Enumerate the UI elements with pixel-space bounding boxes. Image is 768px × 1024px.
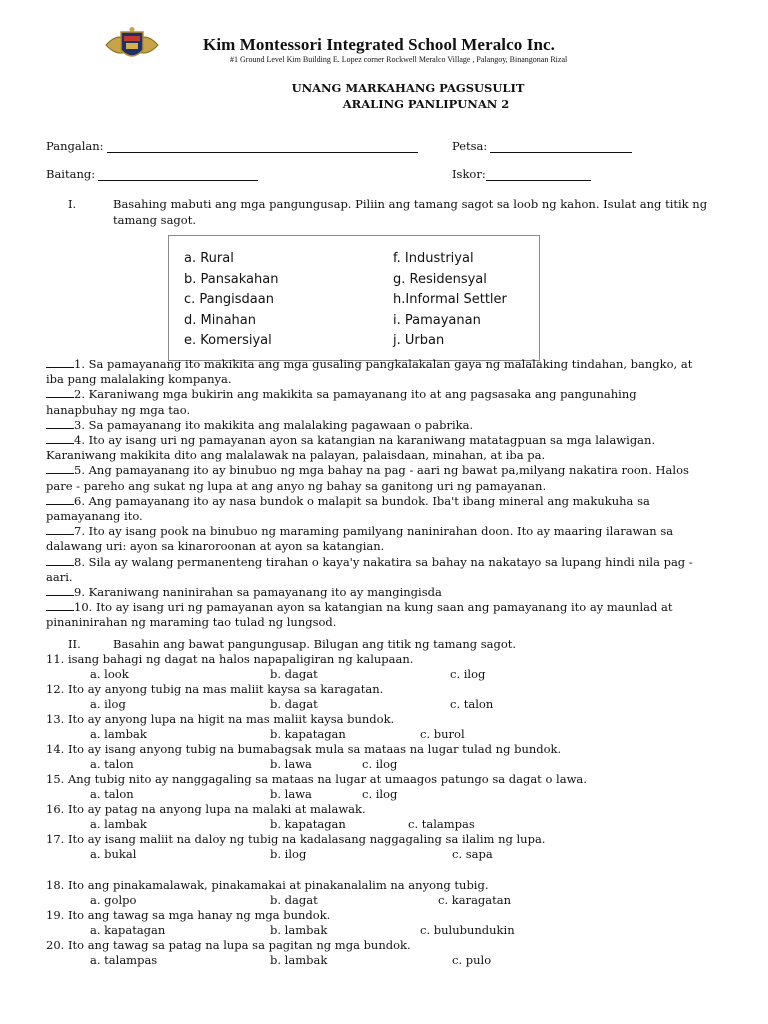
question-15: 15. Ang tubig nito ay nanggagaling sa mataas na lugar at umaagos patungo sa dagat o lawa. <box>46 772 587 786</box>
choice-e: e. Komersiyal <box>184 333 272 348</box>
choice-i: i. Pamayanan <box>393 313 481 328</box>
option-c[interactable]: c. pulo <box>452 953 492 967</box>
grade-label: Baitang: <box>46 167 96 181</box>
question-11: 11. isang bahagi ng dagat na halos napapaligiran ng kalupaan. <box>46 652 414 666</box>
choice-j: j. Urban <box>393 333 445 348</box>
part2-instruction: Basahin ang bawat pangungusap. Bilugan ang titik ng tamang sagot. <box>113 637 517 651</box>
option-a[interactable]: a. lambak <box>90 817 147 831</box>
part1-instruction <box>113 196 707 228</box>
option-c[interactable]: c. talon <box>450 697 494 711</box>
exam-title: UNANG MARKAHANG PAGSUSULIT <box>291 81 525 95</box>
option-a[interactable]: a. talon <box>90 757 134 771</box>
question-20: 20. Ito ang tawag sa patag na lupa sa pagitan ng mga bundok. <box>46 938 411 952</box>
option-c[interactable]: c. burol <box>420 727 465 741</box>
option-a[interactable]: a. golpo <box>90 893 137 907</box>
question-13: 13. Ito ay anyong lupa na higit na mas maliit kaysa bundok. <box>46 712 395 726</box>
option-b[interactable]: b. dagat <box>270 893 318 907</box>
option-b[interactable]: b. lawa <box>270 757 312 771</box>
answer-blank[interactable] <box>46 555 74 566</box>
question-2: 2. Karaniwang mga bukirin ang makikita sa pamayanang ito at ang pagsasaka ang pangunahing hanapbuhay ng mga tao. <box>46 387 637 417</box>
choice-f: f. Industriyal <box>393 251 474 266</box>
option-a[interactable]: a. kapatagan <box>90 923 166 937</box>
choice-d: d. Minahan <box>184 313 256 328</box>
date-field[interactable] <box>452 139 632 153</box>
question-10: 10. Ito ay isang uri ng pamayanan ayon sa katangian na kung saan ang pamayanang ito ay maunlad at pinaninirahan ng maraming tao tulad ng lungsod. <box>46 600 673 630</box>
question-5: 5. Ang pamayanang ito ay binubuo ng mga bahay na pag - aari ng bawat pa,milyang nakatira roon. Halos pare - pareho ang sukat ng lupa at ang anyo ng bahay sa ganitong uri ng pamayanan. <box>46 463 689 493</box>
option-b[interactable]: b. dagat <box>270 697 318 711</box>
part1-numeral: I. <box>68 197 77 211</box>
grade-input-line[interactable] <box>98 169 258 181</box>
part1-instruction-line1: Basahing mabuti ang mga pangungusap. Piliin ang tamang sagot sa loob ng kahon. Isulat ang titik ng <box>113 197 708 211</box>
option-a[interactable]: a. talampas <box>90 953 158 967</box>
score-label: Iskor: <box>452 167 486 181</box>
score-field[interactable] <box>452 167 591 181</box>
choices-box <box>168 235 540 361</box>
option-c[interactable]: c. bulubundukin <box>420 923 515 937</box>
option-b[interactable]: b. dagat <box>270 667 318 681</box>
score-input-line[interactable] <box>486 169 591 181</box>
option-a[interactable]: a. bukal <box>90 847 137 861</box>
option-a[interactable]: a. lambak <box>90 727 147 741</box>
option-b[interactable]: b. lawa <box>270 787 312 801</box>
choice-h: h.Informal Settler <box>393 292 507 307</box>
question-19: 19. Ito ang tawag sa mga hanay ng mga bundok. <box>46 908 331 922</box>
school-crest-icon <box>104 26 160 64</box>
option-b[interactable]: b. kapatagan <box>270 817 346 831</box>
question-4: 4. Ito ay isang uri ng pamayanan ayon sa katangian na karaniwang matatagpuan sa mga lalawigan. Karaniwang makikita dito ang malalawak na palayan, palaisdaan, minahan, at iba pa. <box>46 433 656 463</box>
choice-c: c. Pangisdaan <box>184 292 274 307</box>
grade-field[interactable] <box>46 167 258 181</box>
answer-blank[interactable] <box>46 524 74 535</box>
question-14: 14. Ito ay isang anyong tubig na bumabagsak mula sa mataas na lugar tulad ng bundok. <box>46 742 562 756</box>
question-16: 16. Ito ay patag na anyong lupa na malaki at malawak. <box>46 802 366 816</box>
option-b[interactable]: b. ilog <box>270 847 307 861</box>
answer-blank[interactable] <box>46 357 74 368</box>
option-a[interactable]: a. look <box>90 667 129 681</box>
question-17: 17. Ito ay isang maliit na daloy ng tubig na kadalasang naggagaling sa ilalim ng lupa. <box>46 832 546 846</box>
option-c[interactable]: c. karagatan <box>438 893 512 907</box>
answer-blank[interactable] <box>46 433 74 444</box>
choice-a: a. Rural <box>184 251 234 266</box>
option-c[interactable]: c. sapa <box>452 847 493 861</box>
date-label: Petsa: <box>452 139 488 153</box>
option-a[interactable]: a. ilog <box>90 697 126 711</box>
question-1: 1. Sa pamayanang ito makikita ang mga gusaling pangkalakalan gaya ng malalaking tindahan, bangko, at iba pang malalaking kompanya. <box>46 357 693 387</box>
school-name: Kim Montessori Integrated School Meralco Inc. <box>203 35 555 54</box>
question-8: 8. Sila ay walang permanenteng tirahan o kaya'y nakatira sa bahay na nakatayo sa lupang hindi nila pag - aari. <box>46 554 693 584</box>
answer-blank[interactable] <box>46 494 74 505</box>
question-7: 7. Ito ay isang pook na binubuo ng maraming pamilyang naninirahan doon. Ito ay maaring ilarawan sa dalawang uri: ayon sa kinaroroonan at ayon sa katangian. <box>46 524 674 554</box>
option-b[interactable]: b. lambak <box>270 923 328 937</box>
name-input-line[interactable] <box>107 141 418 153</box>
part1-instruction-line2: tamang sagot. <box>113 213 196 227</box>
date-input-line[interactable] <box>490 141 632 153</box>
choice-b: b. Pansakahan <box>184 272 279 287</box>
question-3: 3. Sa pamayanang ito makikita ang malalaking pagawaan o pabrika. <box>46 418 736 433</box>
option-a[interactable]: a. talon <box>90 787 134 801</box>
answer-blank[interactable] <box>46 418 74 429</box>
question-12: 12. Ito ay anyong tubig na mas maliit kaysa sa karagatan. <box>46 682 384 696</box>
option-c[interactable]: c. ilog <box>450 667 486 681</box>
exam-subject: ARALING PANLIPUNAN 2 <box>342 97 510 111</box>
choice-g: g. Residensyal <box>393 272 487 287</box>
answer-blank[interactable] <box>46 585 74 596</box>
question-6: 6. Ang pamayanang ito ay nasa bundok o malapit sa bundok. Iba't ibang mineral ang makukuha sa pamayanang ito. <box>46 493 650 524</box>
option-b[interactable]: b. lambak <box>270 953 328 967</box>
question-18: 18. Ito ang pinakamalawak, pinakamakai at pinakanalalim na anyong tubig. <box>46 878 489 892</box>
answer-blank[interactable] <box>46 387 74 398</box>
name-label: Pangalan: <box>46 139 104 153</box>
option-b[interactable]: b. kapatagan <box>270 727 346 741</box>
part1-questions <box>46 357 736 631</box>
name-field[interactable] <box>46 139 418 153</box>
option-c[interactable]: c. talampas <box>408 817 475 831</box>
question-9: 9. Karaniwang naninirahan sa pamayanang ito ay mangingisda <box>46 585 736 600</box>
part2-numeral: II. <box>68 637 81 651</box>
answer-blank[interactable] <box>46 600 74 611</box>
option-c[interactable]: c. ilog <box>362 757 398 771</box>
school-address: #1 Ground Level Kim Building E. Lopez corner Rockwell Meralco Village , Palangoy, Binangonan Rizal <box>230 55 568 64</box>
answer-blank[interactable] <box>46 463 74 474</box>
option-c[interactable]: c. ilog <box>362 787 398 801</box>
